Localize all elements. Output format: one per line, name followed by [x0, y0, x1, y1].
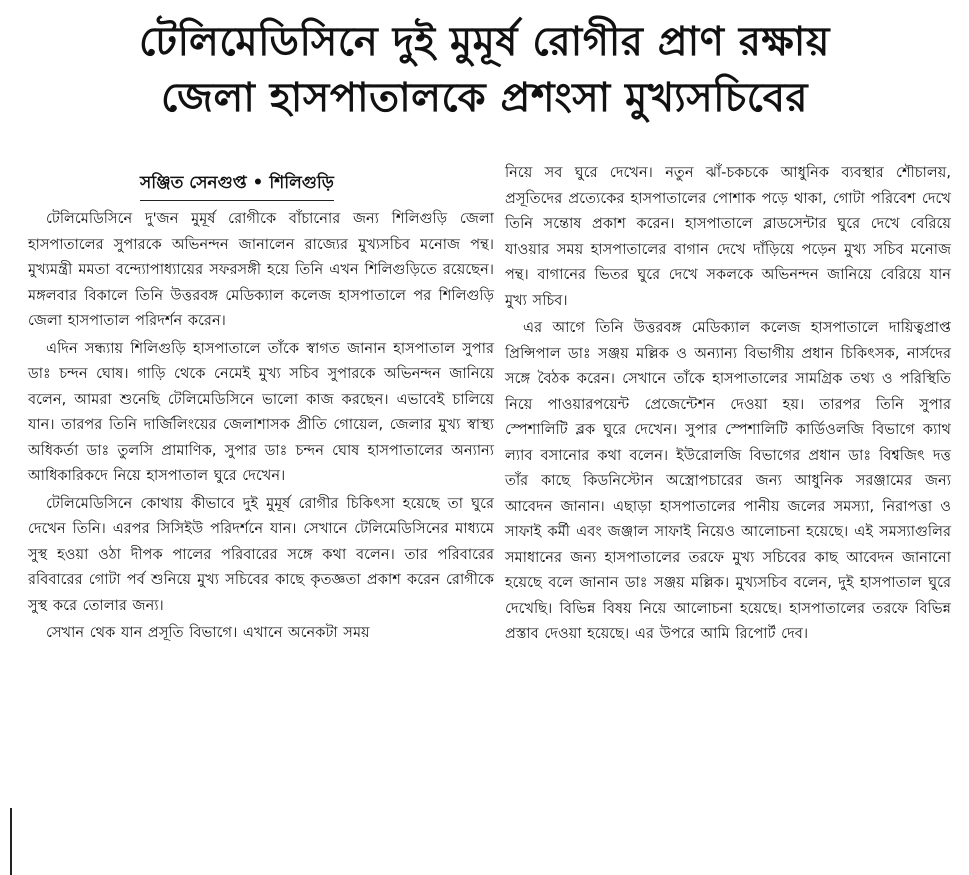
article-column-right	[505, 160, 951, 649]
paragraph: নিয়ে সব ঘুরে দেখেন। নতুন ঝাঁ-চকচকে আধুনিক ব্যবস্থার শৌচালয়, প্রসূতিদের প্রত্যেকের হাসপাতালের পোশাক পড়ে থাকা, গোটা পরিবেশ দেখে তিনি সন্তোষ প্রকাশ করেন। হাসপাতালে ব্লাডসেন্টার ঘুরে দেখে বেরিয়ে যাওয়ার সময় হাসপাতালের বাগান দেখে দাঁড়িয়ে পড়েন মুখ্য সচিব মনোজ পন্থ। বাগানের ভিতর ঘুরে দেখে সকলকে অভিনন্দন জানিয়ে বেরিয়ে যান মুখ্য সচিব।	[505, 164, 951, 309]
headline-line-1: টেলিমেডিসিনে দুই মুমূর্ষ রোগীর প্রাণ রক্ষায়	[139, 19, 830, 65]
article-column-left	[28, 206, 494, 648]
paragraph: এদিন সন্ধ্যায় শিলিগুড়ি হাসপাতালে তাঁকে স্বাগত জানান হাসপাতাল সুপার ডাঃ চন্দন ঘোষ। গাড়ি থেকে নেমেই মুখ্য সচিব সুপারকে অভিনন্দন জানিয়ে বলেন, আমরা শুনেছি টেলিমেডিসিনে ভালো কাজ করছেন। এভাবেই চালিয়ে যান। তারপর তিনি দার্জিলিংয়ের জেলাশাসক প্রীতি গোয়েল, জেলার মুখ্য স্বাস্থ্য অধিকর্তা ডাঃ তুলসি প্রামাণিক, সুপার ডাঃ চন্দন ঘোষ হাসপাতালের অন্যান্য আধিকারিকদে নিয়ে হাসপাতাল ঘুরে দেখেন।	[28, 339, 494, 484]
paragraph: সেখান থেক যান প্রসূতি বিভাগে। এখানে অনেকটা সময়	[46, 624, 370, 641]
paragraph: টেলিমেডিসিনে কোথায় কীভাবে দুই মুমূর্ষ রোগীর চিকিৎসা হয়েছে তা ঘুরে দেখেন তিনি। এরপর সিসিইউ পরিদর্শনে যান। সেখানে টেলিমেডিসিনের মাধ্যমে সুস্থ হওয়া ওঠা দীপক পালের পরিবারের সঙ্গে কথা বলেন। তার পরিবারের রবিবারের গোটা পর্ব শুনিয়ে মুখ্য সচিবের কাছে কৃতজ্ঞতা প্রকাশ করেন রোগীকে সুস্থ করে তোলার জন্য।	[28, 494, 494, 614]
byline: সঞ্জিত সেনগুপ্ত • শিলিগুড়ি	[140, 170, 334, 201]
paragraph: টেলিমেডিসিনে দু'জন মুমূর্ষ রোগীকে বাঁচানোর জন্য শিলিগুড়ি জেলা হাসপাতালের সুপারকে অভিনন্দন জানালেন রাজ্যের মুখ্যসচিব মনোজ পন্থ। মুখ্যমন্ত্রী মমতা বন্দ্যোপাধ্যায়ের সফরসঙ্গী হয়ে তিনি এখন শিলিগুড়িতে রয়েছেন। মঙ্গলবার বিকালে তিনি উত্তরবঙ্গ মেডিক্যাল কলেজ হাসপাতালে পর শিলিগুড়ি জেলা হাসপাতাল পরিদর্শন করেন।	[28, 210, 494, 329]
headline	[0, 14, 969, 126]
column-rule	[10, 808, 12, 875]
paragraph: এর আগে তিনি উত্তরবঙ্গ মেডিক্যাল কলেজ হাসপাতালে দায়িত্বপ্রাপ্ত প্রিন্সিপাল ডাঃ সঞ্জয় মল্লিক ও অন্যান্য বিভাগীয় প্রধান চিকিৎসক, নার্সদের সঙ্গে বৈঠক করেন। সেখানে তাঁকে হাসপাতালের সামগ্রিক তথ্য ও পরিস্থিতি নিয়ে পাওয়ারপয়েন্ট প্রেজেন্টেশন দেওয়া হয়। তারপর তিনি সুপার স্পেশালিটি ব্লক ঘুরে দেখেন। সুপার স্পেশালিটি কার্ডিওলজি বিভাগে ক্যাথ ল্যাব বসানোর কথা বলেন। ইউরোলজি বিভাগের প্রধান ডাঃ বিশ্বজিৎ দত্ত তাঁর কাছে কিডনিস্টোন অস্ত্রোপচারের জন্য আধুনিক সরঞ্জামের জন্য আবেদন জানান। এছাড়া হাসপাতালের পানীয় জলের সমস্যা, নিরাপত্তা ও সাফাই কর্মী এবং জঞ্জাল সাফাই নিয়েও আলোচনা হয়েছে। এই সমস্যাগুলির সমাধানের জন্য হাসপাতালের তরফে মুখ্য সচিবের কাছ আবেদন জানানো হয়েছে বলে জানান ডাঃ সঞ্জয় মল্লিক। মুখ্যসচিব বলেন, দুই হাসপাতাল ঘুরে দেখেছি। বিভিন্ন বিষয় নিয়ে আলোচনা হয়েছে। হাসপাতালের তরফে বিভিন্ন প্রস্তাব দেওয়া হয়েছে। এর উপরে আমি রিপোর্ট দেব।	[505, 319, 951, 642]
headline-line-2: জেলা হাসপাতালকে প্রশংসা মুখ্যসচিবের	[160, 75, 809, 121]
